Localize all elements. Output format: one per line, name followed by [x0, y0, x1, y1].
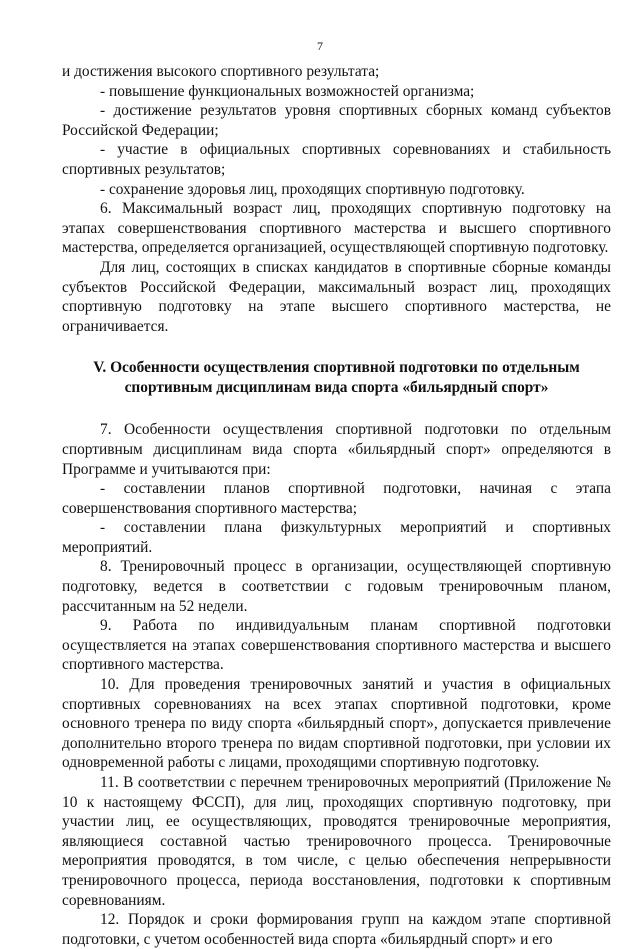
- paragraph-8: 8. Тренировочный процесс в организации, осуществляющей спортивную подготовку, ведется в соответствии с годовым тренировочным планом, рассчитанным на 52 недели.: [62, 558, 611, 615]
- paragraph-6: 6. Максимальный возраст лиц, проходящих спортивную подготовку на этапах совершенствования спортивного мастерства и высшего спортивного мастерства, определяется организацией, осуществляющей спортивную подготовку.: [62, 200, 611, 257]
- paragraph-10: 10. Для проведения тренировочных занятий и участия в официальных спортивных соревнованиях на всех этапах спортивной подготовки, кроме основного тренера по виду спорта «бильярдный спорт», допускается привлечение дополнительно второго тренера по видам спортивной подготовки, при условии их одновременной работы с лицами, проходящими спортивную подготовку.: [62, 676, 611, 772]
- section-heading: [62, 358, 611, 398]
- list-item-plans: - составлении планов спортивной подготовки, начиная с этапа совершенствования спортивного мастерства;: [62, 480, 611, 517]
- paragraph-continuation: и достижения высокого спортивного результата;: [62, 63, 380, 80]
- paragraph-7: 7. Особенности осуществления спортивной подготовки по отдельным спортивным дисциплинам вида спорта «бильярдный спорт» определяются в Программе и учитываются при:: [62, 421, 611, 478]
- paragraph-candidates: Для лиц, состоящих в списках кандидатов в спортивные сборные команды субъектов Российской Федерации, максимальный возраст лиц, проходящих спортивную подготовку на этапе высшего спортивного мастерства, не ограничивается.: [62, 258, 611, 335]
- list-item-health: - сохранение здоровья лиц, проходящих спортивную подготовку.: [100, 180, 525, 198]
- section-heading-line-2: спортивным дисциплинам вида спорта «бильярдный спорт»: [124, 379, 549, 397]
- paragraph-9: 9. Работа по индивидуальным планам спортивной подготовки осуществляется на этапах совершенствования спортивного мастерства и высшего спортивного мастерства.: [62, 617, 611, 674]
- paragraph-12: 12. Порядок и сроки формирования групп на каждом этапе спортивной подготовки, с учетом особенностей вида спорта «бильярдный спорт» и его: [62, 911, 611, 948]
- page-number: 7: [317, 39, 323, 53]
- list-item-results: - достижение результатов уровня спортивных сборных команд субъектов Российской Федерации;: [62, 102, 611, 139]
- document-body: [62, 62, 611, 949]
- paragraph-11: 11. В соответствии с перечнем тренировочных мероприятий (Приложение № 10 к настоящему ФССП), для лиц, проходящих спортивную подготовку, при участии лиц, ее осуществляющих, проводятся тренировочные мероприятия, являющиеся составной частью тренировочного процесса. Тренировочные мероприятия проводятся, в том числе, с целью обеспечения непрерывности тренировочного процесса, периода восстановления, подготовки к спортивным соревнованиям.: [62, 774, 611, 909]
- list-item-events: - составлении плана физкультурных мероприятий и спортивных мероприятий.: [62, 519, 611, 556]
- list-item-participation: - участие в официальных спортивных соревнованиях и стабильность спортивных результатов;: [62, 141, 611, 178]
- list-item-functional: - повышение функциональных возможностей организма;: [100, 82, 475, 100]
- section-heading-line-1: V. Особенности осуществления спортивной подготовки по отдельным: [93, 359, 580, 377]
